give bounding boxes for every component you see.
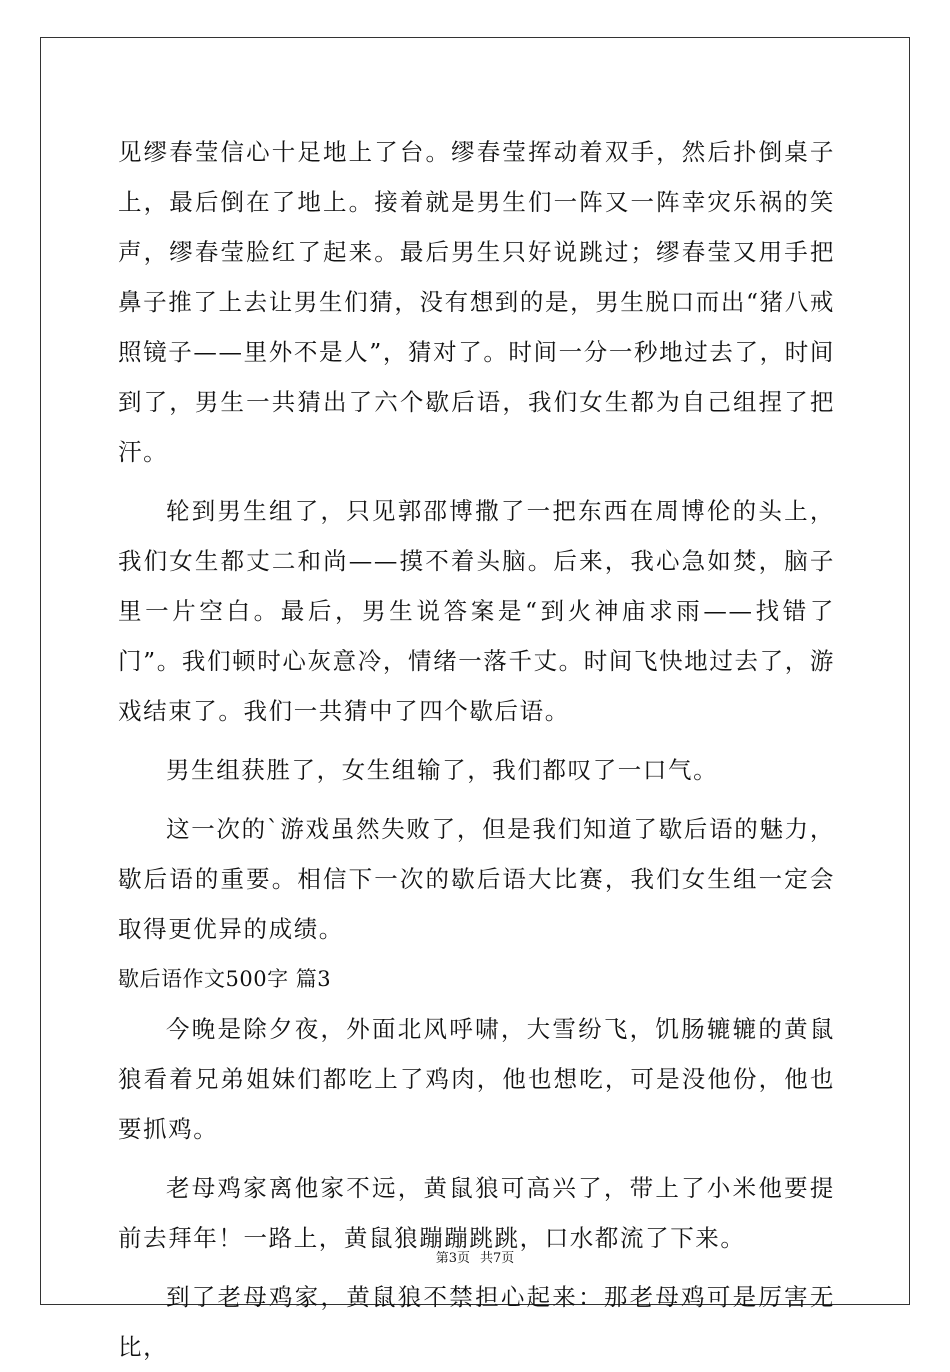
paragraph: 老母鸡家离他家不远，黄鼠狼可高兴了，带上了小米他要提前去拜年！一路上，黄鼠狼蹦蹦跳跳，口水都流了下来。 [118, 1174, 835, 1252]
paragraph: 轮到男生组了，只见郭邵博撒了一把东西在周博伦的头上，我们女生都丈二和尚——摸不着头脑。后来，我心急如焚，脑子里一片空白。最后，男生说答案是“到火神庙求雨——找错了门”。我们顿时心灰意冷，情绪一落千丈。时间飞快地过去了，游戏结束了。我们一共猜中了四个歇后语。 [118, 497, 835, 725]
page-footer [0, 1247, 950, 1266]
section-heading: 歇后语作文500字 篇3 [118, 967, 332, 991]
document-body [118, 127, 835, 1372]
page-total: 共7页 [480, 1251, 515, 1266]
paragraph: 这一次的`游戏虽然失败了，但是我们知道了歇后语的魅力，歇后语的重要。相信下一次的歇后语大比赛，我们女生组一定会取得更优异的成绩。 [118, 815, 835, 943]
page-number: 第3页 [435, 1251, 470, 1266]
paragraph: 到了老母鸡家，黄鼠狼不禁担心起来：那老母鸡可是厉害无比， [118, 1283, 835, 1361]
paragraph: 男生组获胜了，女生组输了，我们都叹了一口气。 [166, 756, 719, 784]
paragraph-continued: 见缪春莹信心十足地上了台。缪春莹挥动着双手，然后扑倒桌子上，最后倒在了地上。接着就是男生们一阵又一阵幸灾乐祸的笑声，缪春莹脸红了起来。最后男生只好说跳过；缪春莹又用手把鼻子推了上去让男生们猜，没有想到的是，男生脱口而出“猪八戒照镜子——里外不是人”，猜对了。时间一分一秒地过去了，时间到了，男生一共猜出了六个歇后语，我们女生都为自己组捏了把汗。 [118, 138, 835, 466]
paragraph: 今晚是除夕夜，外面北风呼啸，大雪纷飞，饥肠辘辘的黄鼠狼看着兄弟姐妹们都吃上了鸡肉，他也想吃，可是没他份，他也要抓鸡。 [118, 1015, 835, 1143]
